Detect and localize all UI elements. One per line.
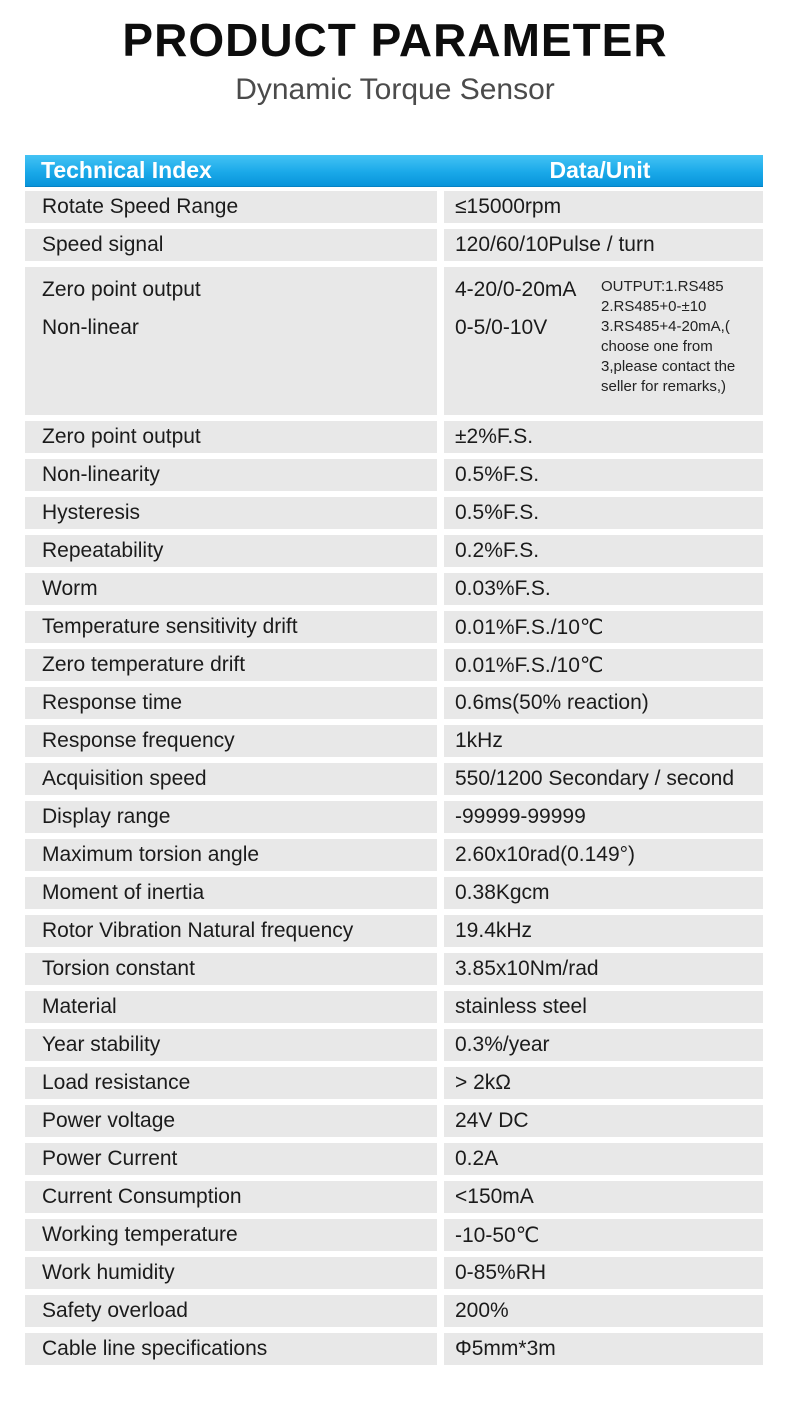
row-label: Rotor Vibration Natural frequency bbox=[25, 915, 437, 947]
row-label: Temperature sensitivity drift bbox=[25, 611, 437, 643]
table-row bbox=[25, 497, 763, 529]
table-header bbox=[25, 155, 763, 187]
row-label: Torsion constant bbox=[25, 953, 437, 985]
table-row bbox=[25, 1067, 763, 1099]
row-label: Safety overload bbox=[25, 1295, 437, 1327]
table-row bbox=[25, 1257, 763, 1289]
row-label: Response frequency bbox=[25, 725, 437, 757]
row-label-line: Zero point output bbox=[42, 278, 201, 301]
row-value: 0.5%F.S. bbox=[444, 497, 763, 529]
row-output-note bbox=[601, 271, 763, 397]
row-label: Worm bbox=[25, 573, 437, 605]
product-parameter-page bbox=[0, 14, 790, 1365]
table-row bbox=[25, 687, 763, 719]
row-value: <150mA bbox=[444, 1181, 763, 1213]
table-body bbox=[25, 191, 763, 1365]
row-value: -10-50℃ bbox=[444, 1219, 763, 1251]
row-label: Moment of inertia bbox=[25, 877, 437, 909]
row-label: Zero point output bbox=[25, 421, 437, 453]
row-label: Maximum torsion angle bbox=[25, 839, 437, 871]
row-value: ≤15000rpm bbox=[444, 191, 763, 223]
row-label: Cable line specifications bbox=[25, 1333, 437, 1365]
table-row bbox=[25, 1333, 763, 1365]
table-row bbox=[25, 915, 763, 947]
table-row bbox=[25, 573, 763, 605]
row-label: Hysteresis bbox=[25, 497, 437, 529]
table-row bbox=[25, 191, 763, 223]
table-row-output-options bbox=[25, 267, 763, 415]
row-value: stainless steel bbox=[444, 991, 763, 1023]
row-label: Load resistance bbox=[25, 1067, 437, 1099]
row-label: Display range bbox=[25, 801, 437, 833]
spec-table bbox=[25, 155, 763, 1365]
table-row bbox=[25, 877, 763, 909]
row-value: 3.85x10Nm/rad bbox=[444, 953, 763, 985]
row-label: Year stability bbox=[25, 1029, 437, 1061]
table-row bbox=[25, 763, 763, 795]
table-row bbox=[25, 953, 763, 985]
row-value: 24V DC bbox=[444, 1105, 763, 1137]
row-label: Speed signal bbox=[25, 229, 437, 261]
header-technical-index: Technical Index bbox=[41, 157, 212, 183]
row-label: Zero temperature drift bbox=[25, 649, 437, 681]
row-value-line: 0-5/0-10V bbox=[455, 316, 548, 339]
row-value: 0.3%/year bbox=[444, 1029, 763, 1061]
table-row bbox=[25, 421, 763, 453]
row-value: 0.38Kgcm bbox=[444, 877, 763, 909]
table-row bbox=[25, 725, 763, 757]
page-subtitle: Dynamic Torque Sensor bbox=[235, 73, 555, 106]
row-note-line: 3.RS485+4-20mA,( bbox=[601, 318, 730, 335]
row-label: Non-linearity bbox=[25, 459, 437, 491]
row-value: > 2kΩ bbox=[444, 1067, 763, 1099]
row-value: 0.01%F.S./10℃ bbox=[444, 649, 763, 681]
row-value: 1kHz bbox=[444, 725, 763, 757]
page-title: PRODUCT PARAMETER bbox=[122, 14, 668, 66]
row-value: 0.03%F.S. bbox=[444, 573, 763, 605]
table-row bbox=[25, 1029, 763, 1061]
row-label: Power voltage bbox=[25, 1105, 437, 1137]
row-value: 0.5%F.S. bbox=[444, 459, 763, 491]
row-note-line: 3,please contact the bbox=[601, 358, 736, 375]
row-label: Work humidity bbox=[25, 1257, 437, 1289]
row-value: 550/1200 Secondary / second bbox=[444, 763, 763, 795]
table-row bbox=[25, 649, 763, 681]
row-note-line: choose one from bbox=[601, 338, 713, 355]
row-value bbox=[444, 267, 763, 415]
row-label: Current Consumption bbox=[25, 1181, 437, 1213]
table-row bbox=[25, 839, 763, 871]
row-value-lines bbox=[455, 271, 601, 347]
row-value-line: 4-20/0-20mA bbox=[455, 278, 577, 301]
row-label-line: Non-linear bbox=[42, 316, 139, 339]
table-row bbox=[25, 229, 763, 261]
row-value: 0.2%F.S. bbox=[444, 535, 763, 567]
row-value: 200% bbox=[444, 1295, 763, 1327]
row-value: ±2%F.S. bbox=[444, 421, 763, 453]
row-label: Power Current bbox=[25, 1143, 437, 1175]
table-row bbox=[25, 1181, 763, 1213]
row-value: 2.60x10rad(0.149°) bbox=[444, 839, 763, 871]
table-row bbox=[25, 1143, 763, 1175]
row-label: Rotate Speed Range bbox=[25, 191, 437, 223]
table-row bbox=[25, 801, 763, 833]
row-label: Repeatability bbox=[25, 535, 437, 567]
row-value: 0.2A bbox=[444, 1143, 763, 1175]
row-value: 0.01%F.S./10℃ bbox=[444, 611, 763, 643]
row-value: 120/60/10Pulse / turn bbox=[444, 229, 763, 261]
row-note-line: seller for remarks,) bbox=[601, 378, 727, 395]
table-row bbox=[25, 611, 763, 643]
table-row bbox=[25, 459, 763, 491]
row-label bbox=[25, 267, 437, 415]
header-data-unit: Data/Unit bbox=[549, 157, 651, 183]
table-row bbox=[25, 535, 763, 567]
row-label: Material bbox=[25, 991, 437, 1023]
row-value: -99999-99999 bbox=[444, 801, 763, 833]
row-value: 0.6ms(50% reaction) bbox=[444, 687, 763, 719]
row-value: Φ5mm*3m bbox=[444, 1333, 763, 1365]
row-label: Working temperature bbox=[25, 1219, 437, 1251]
row-label: Acquisition speed bbox=[25, 763, 437, 795]
table-row bbox=[25, 1219, 763, 1251]
row-note-line: OUTPUT:1.RS485 bbox=[601, 278, 724, 295]
table-row bbox=[25, 1295, 763, 1327]
row-value: 19.4kHz bbox=[444, 915, 763, 947]
row-label: Response time bbox=[25, 687, 437, 719]
table-row bbox=[25, 1105, 763, 1137]
row-value: 0-85%RH bbox=[444, 1257, 763, 1289]
row-note-line: 2.RS485+0-±10 bbox=[601, 298, 707, 315]
table-row bbox=[25, 991, 763, 1023]
